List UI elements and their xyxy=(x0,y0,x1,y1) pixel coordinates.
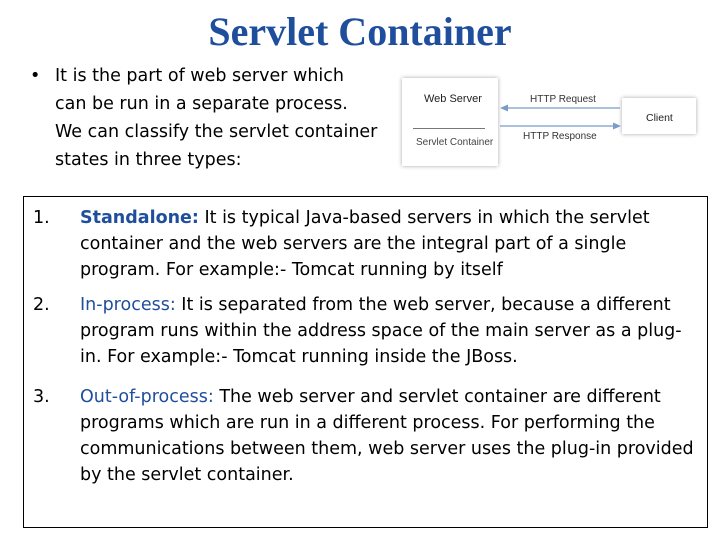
slide-title: Servlet Container xyxy=(208,9,512,54)
item-text: It is separated from the web server, because a different program runs within the address space of the main server as a plug-in. For example:- Tomcat running inside the JBoss. xyxy=(80,295,682,367)
list-item-out-of-process xyxy=(33,384,703,488)
item-term: Out-of-process: xyxy=(80,387,214,407)
http-response-label: HTTP Response xyxy=(523,131,597,142)
container-types-list xyxy=(23,196,708,528)
bullet-icon: • xyxy=(30,66,41,86)
item-text: The web server and servlet container are different programs which are run in a different process. For performing the communications between them, web server uses the plug-in provided by the servlet container. xyxy=(80,387,694,485)
item-text: It is typical Java-based servers in which the servlet container and the web servers are the integral part of a single program. For example:- Tomcat running by itself xyxy=(80,208,650,280)
servlet-diagram xyxy=(400,78,700,168)
diagram-arrows xyxy=(400,78,700,168)
item-number: 2. xyxy=(33,295,50,315)
intro-paragraph xyxy=(30,62,380,174)
list-item-in-process xyxy=(33,292,703,370)
item-number: 1. xyxy=(33,208,50,228)
request-arrow-icon xyxy=(500,105,620,112)
item-term: In-process: xyxy=(80,295,176,315)
servlet-container-label: Servlet Container xyxy=(416,137,494,148)
item-term: Standalone: xyxy=(80,208,199,228)
item-number: 3. xyxy=(33,387,50,407)
response-arrow-icon xyxy=(500,123,621,130)
list-item-standalone xyxy=(33,205,703,283)
client-label: Client xyxy=(646,112,673,124)
intro-text: It is the part of web server which can be run in a separate process. We can classify the servlet container states in three types: xyxy=(55,66,378,170)
http-request-label: HTTP Request xyxy=(530,94,596,105)
web-server-label: Web Server xyxy=(424,93,482,105)
